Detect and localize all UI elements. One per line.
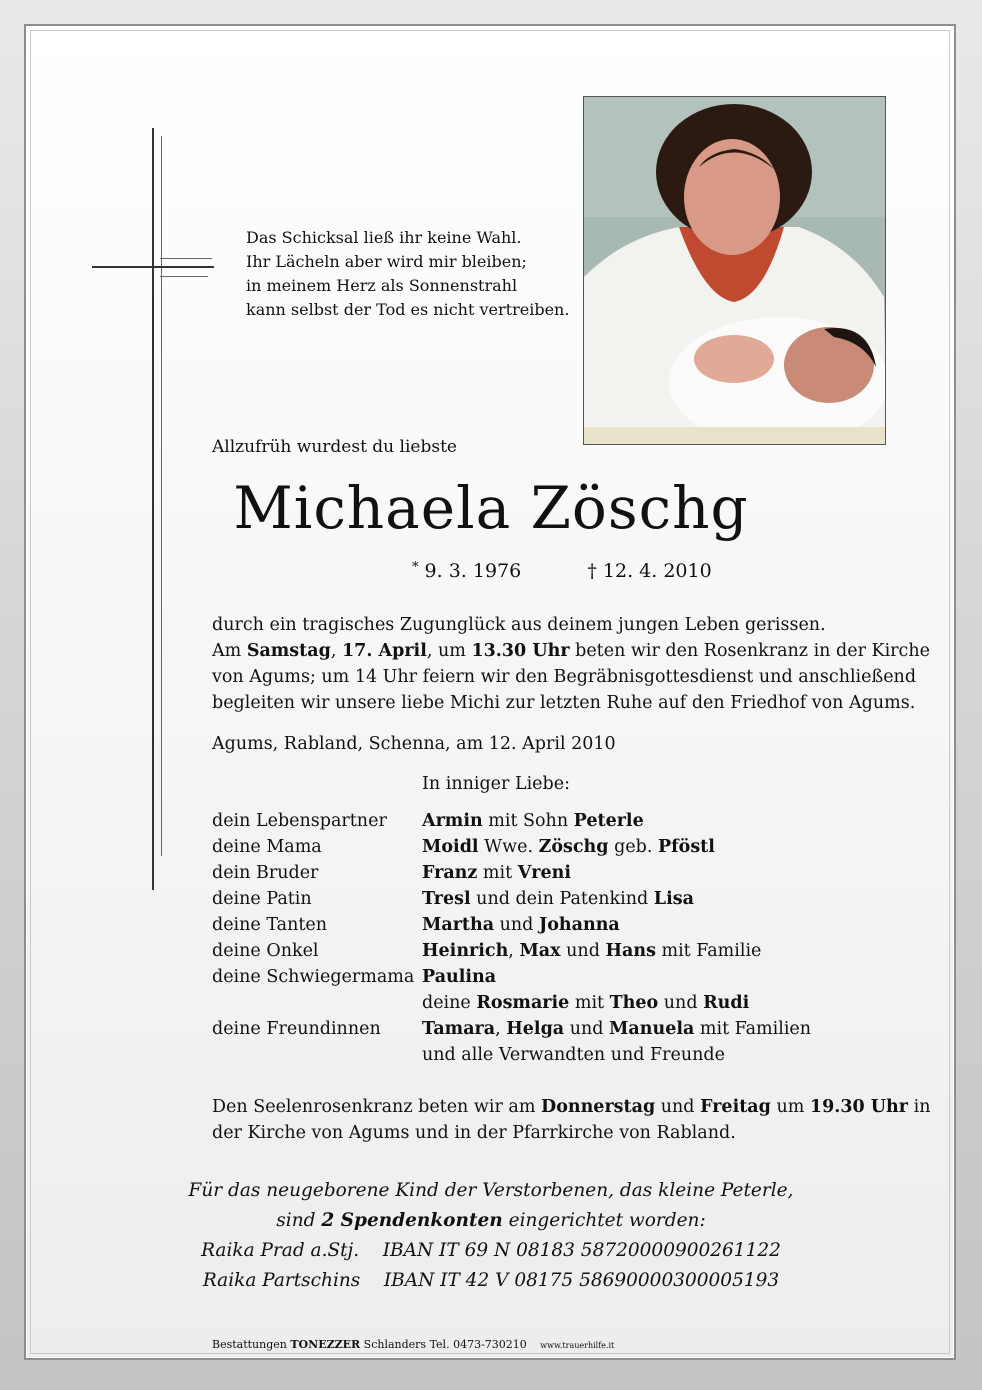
death-date: 12. 4. 2010 xyxy=(602,560,712,582)
mourners-list xyxy=(212,808,811,1068)
mourner-row xyxy=(212,860,811,886)
mourner-names xyxy=(422,990,749,1016)
mourner-name-part: mit xyxy=(569,993,610,1013)
announcement-line: Am Samstag, 17. April, um 13.30 Uhr beten wir den Rosenkranz in der Kirche xyxy=(212,641,930,661)
donation-line: sind 2 Spendenkonten eingerichtet worden: xyxy=(276,1210,706,1231)
mourner-names xyxy=(422,860,571,886)
mourner-relation: deine Tanten xyxy=(212,915,328,935)
mourner-name-part: und alle Verwandten und Freunde xyxy=(422,1045,725,1065)
cross-horizontal-inner-line-top xyxy=(160,258,212,259)
mourner-row xyxy=(212,834,811,860)
footer-undertaker: Bestattungen TONEZZER Schlanders Tel. 0473-730210 www.trauerhilfe.it xyxy=(212,1338,615,1351)
mourner-row xyxy=(212,886,811,912)
mourner-relation xyxy=(212,990,422,1016)
mourner-name-part: Zöschg xyxy=(538,837,609,857)
announcement-line: begleiten wir unsere liebe Michi zur letzten Ruhe auf den Friedhof von Agums. xyxy=(212,693,916,713)
mourner-name-part: Theo xyxy=(609,993,659,1013)
mourner-name-part: und xyxy=(494,915,539,935)
mourner-name-part: Tamara xyxy=(422,1019,496,1039)
donation-line: Für das neugeborene Kind der Verstorbenen, das kleine Peterle, xyxy=(188,1180,794,1201)
mourner-names xyxy=(422,964,496,990)
mourner-name-part: Hans xyxy=(605,941,656,961)
place-and-date: Agums, Rabland, Schenna, am 12. April 2010 xyxy=(212,734,616,754)
mourner-name-part: Manuela xyxy=(609,1019,695,1039)
mourner-name-part: und xyxy=(560,941,606,961)
mourner-name-part: deine xyxy=(422,993,477,1013)
mourner-name-part: Helga xyxy=(506,1019,565,1039)
mourner-names xyxy=(422,808,644,834)
rosary-line: Den Seelenrosenkranz beten wir am Donnerstag und Freitag um 19.30 Uhr in xyxy=(212,1097,931,1117)
mourner-name-part: Wwe. xyxy=(478,837,539,857)
mourner-name-part: Moidl xyxy=(422,837,479,857)
mourner-relation: deine Onkel xyxy=(212,941,319,961)
rosary-notice xyxy=(212,1094,930,1146)
mourner-name-part: Peterle xyxy=(573,811,644,831)
mourner-relation: deine Freundinnen xyxy=(212,1019,381,1039)
mourner-name-part: Max xyxy=(519,941,561,961)
cross-horizontal-inner-line-bottom xyxy=(160,276,208,277)
mourner-name-part: mit Sohn xyxy=(482,811,574,831)
mourner-relation: deine Schwiegermama xyxy=(212,967,415,987)
announcement-line: durch ein tragisches Zugunglück aus deinem jungen Leben gerissen. xyxy=(212,615,826,635)
mourner-name-part: und dein Patenkind xyxy=(470,889,654,909)
mourner-row xyxy=(212,990,811,1016)
mourner-name-part: und xyxy=(564,1019,610,1039)
poem-line: in meinem Herz als Sonnenstrahl xyxy=(246,276,518,295)
mourner-relation: dein Bruder xyxy=(212,863,319,883)
poem-line: kann selbst der Tod es nicht vertreiben. xyxy=(246,300,570,319)
birth-symbol: * xyxy=(412,560,419,575)
mourner-name-part: mit xyxy=(477,863,518,883)
mourner-relation: deine Mama xyxy=(212,837,322,857)
mourner-name-part: Pföstl xyxy=(657,837,715,857)
footer-url[interactable]: www.trauerhilfe.it xyxy=(540,1341,615,1350)
portrait-photo xyxy=(583,96,886,445)
poem-line: Ihr Lächeln aber wird mir bleiben; xyxy=(246,252,527,271)
mourner-name-part: mit Familie xyxy=(655,941,762,961)
mourner-name-part: Armin xyxy=(422,811,483,831)
mourner-names xyxy=(422,834,715,860)
mourner-row xyxy=(212,912,811,938)
mourner-name-part: Heinrich xyxy=(422,941,509,961)
funeral-day: Samstag xyxy=(246,641,331,661)
announcement xyxy=(212,612,930,716)
mourner-name-part: , xyxy=(508,941,520,961)
rosary-line: der Kirche von Agums und in der Pfarrkirche von Rabland. xyxy=(212,1123,736,1143)
mourner-name-part: Franz xyxy=(422,863,478,883)
mourner-row xyxy=(212,1016,811,1042)
mourner-relation xyxy=(212,1042,422,1068)
mourner-name-part: , xyxy=(495,1019,507,1039)
mourner-relation: dein Lebenspartner xyxy=(212,811,387,831)
life-dates xyxy=(412,560,712,582)
mourner-name-part: Rosmarie xyxy=(476,993,570,1013)
mourner-row xyxy=(212,1042,811,1068)
mourner-names xyxy=(422,1016,811,1042)
birth-date: 9. 3. 1976 xyxy=(424,560,522,582)
mourner-name-part: Paulina xyxy=(422,967,497,987)
mourner-name-part: Johanna xyxy=(538,915,620,935)
mourner-name-part: Vreni xyxy=(517,863,572,883)
poem-line: Das Schicksal ließ ihr keine Wahl. xyxy=(246,228,522,247)
cross-horizontal-bar xyxy=(92,266,214,268)
mourner-row xyxy=(212,938,811,964)
bank-account-2: Raika Partschins IBAN IT 42 V 08175 58690000300005193 xyxy=(202,1270,780,1291)
mourner-names xyxy=(422,886,694,912)
mourner-name-part: Tresl xyxy=(422,889,471,909)
in-love-heading: In inniger Liebe: xyxy=(422,774,570,794)
death-symbol: † xyxy=(587,560,597,582)
mourner-name-part: Lisa xyxy=(653,889,694,909)
mourner-names xyxy=(422,912,620,938)
mourner-name-part: geb. xyxy=(608,837,658,857)
intro-line: Allzufrüh wurdest du liebste xyxy=(212,437,457,457)
mourner-row xyxy=(212,808,811,834)
mourner-name-part: mit Familien xyxy=(694,1019,812,1039)
mourner-name-part: Martha xyxy=(422,915,495,935)
mourner-names xyxy=(422,1042,725,1068)
announcement-line: von Agums; um 14 Uhr feiern wir den Begräbnisgottesdienst und anschließend xyxy=(212,667,917,687)
mourner-row xyxy=(212,964,811,990)
mourner-names xyxy=(422,938,761,964)
rosary-time: 13.30 Uhr xyxy=(471,641,570,661)
mourner-name-part: und xyxy=(658,993,704,1013)
poem xyxy=(246,226,569,322)
mourner-relation: deine Patin xyxy=(212,889,312,909)
funeral-date: 17. April xyxy=(341,641,427,661)
donation-notice xyxy=(0,1176,982,1296)
deceased-name: Michaela Zöschg xyxy=(233,474,749,542)
bank-account-1: Raika Prad a.Stj. IBAN IT 69 N 08183 58720000900261122 xyxy=(201,1240,781,1261)
mourner-name-part: Rudi xyxy=(703,993,750,1013)
photo-illustration xyxy=(584,97,886,445)
